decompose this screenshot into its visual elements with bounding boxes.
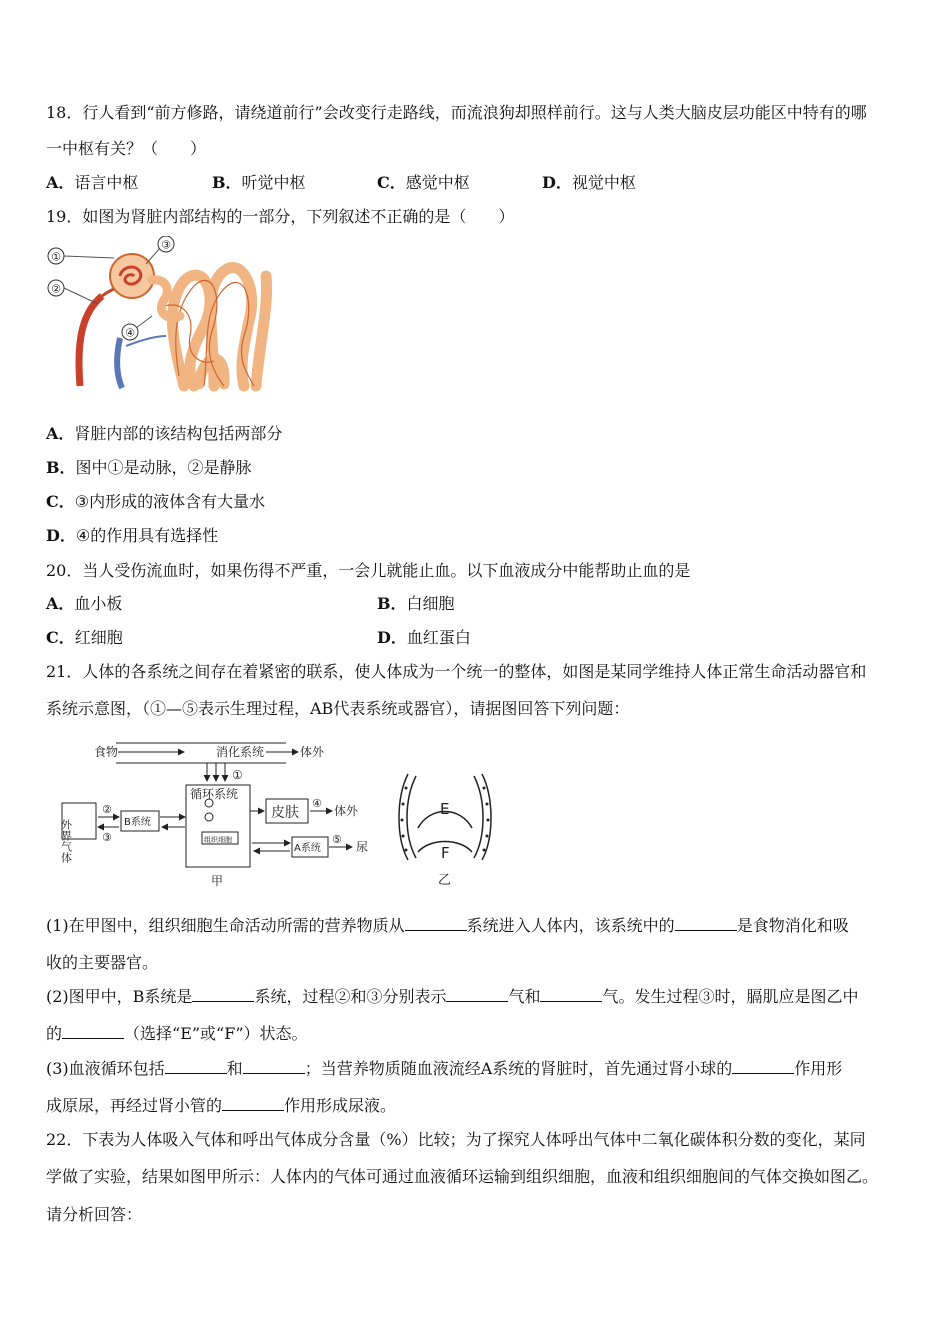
q20-option-c[interactable] — [46, 628, 123, 648]
label-2: ② — [51, 282, 61, 296]
tissue-cell-label: 组织细胞 — [204, 836, 232, 844]
option-text: 语言中枢 — [74, 173, 139, 192]
digestive-system-label: 消化系统 — [216, 745, 265, 759]
option-text: 红细胞 — [74, 628, 123, 647]
q19-option-c[interactable] — [46, 492, 265, 512]
label-3: ③ — [161, 238, 171, 252]
q20-option-a[interactable] — [46, 594, 122, 614]
answer-blank[interactable] — [243, 1059, 305, 1074]
q18-line1: 18．行人看到“前方修路，请绕道前行”会改变行走路线，而流浪狗却照样前行。这与人类大脑皮层功能区中特有的哪 — [46, 103, 867, 122]
q20-stem: 20．当人受伤流血时，如果伤得不严重，一会儿就能止血。以下血液成分中能帮助止血的是 — [46, 561, 691, 580]
q18-option-a[interactable] — [46, 173, 138, 193]
diaphragm-labels — [438, 800, 451, 888]
option-text: 血小板 — [74, 594, 123, 613]
option-text: 图中①是动脉，②是静脉 — [75, 458, 252, 477]
option-key: B． — [46, 458, 76, 477]
label-1: ① — [51, 250, 61, 264]
answer-blank[interactable] — [165, 1059, 227, 1074]
text: (1)在甲图中，组织细胞生命活动所需的营养物质从 — [46, 916, 405, 935]
b-system-label: B系统 — [124, 817, 151, 828]
option-text: 听觉中枢 — [241, 173, 306, 192]
q21-sub1-line2: 收的主要器官。 — [46, 953, 159, 972]
text: 和 — [226, 1059, 243, 1078]
out-label-2: 体外 — [334, 804, 359, 818]
process-2-label: ② — [102, 803, 112, 816]
process-5-label: ⑤ — [332, 833, 342, 846]
vein — [117, 338, 122, 388]
text: 的 — [46, 1024, 63, 1043]
answer-blank[interactable] — [540, 987, 602, 1002]
text: 系统，过程②和③分别表示 — [254, 987, 447, 1006]
a-system-label: A系统 — [294, 843, 321, 854]
tubule-shapes — [172, 268, 266, 386]
answer-blank[interactable] — [405, 916, 467, 931]
q21-sub3-line1 — [46, 1059, 842, 1079]
q18-line2: 一中枢有关？（ ） — [46, 139, 207, 158]
q18-option-b[interactable] — [212, 173, 306, 193]
caption-yi: 乙 — [438, 873, 452, 888]
systems-diagram-jia — [56, 735, 396, 890]
text: 成原尿，再经过肾小管的 — [46, 1096, 223, 1115]
artery — [79, 296, 102, 386]
option-key: A． — [46, 594, 75, 613]
q22-line2: 学做了实验，结果如图甲所示：人体内的气体可通过血液循环运输到组织细胞，血液和组织细胞间的气体交换如图乙。 — [46, 1167, 879, 1186]
text: 系统进入人体内，该系统中的 — [466, 916, 675, 935]
diagram-text — [60, 744, 369, 888]
text: 气和 — [508, 987, 541, 1006]
q21-sub3-line2 — [46, 1096, 396, 1116]
option-key: D． — [46, 526, 76, 545]
option-key: A． — [46, 173, 75, 192]
option-text: 视觉中枢 — [571, 173, 636, 192]
caption-jia: 甲 — [211, 874, 224, 888]
q19-option-d[interactable] — [46, 526, 218, 546]
text: （选择“E”或“F”）状态。 — [124, 1024, 308, 1043]
q22-line1: 22．下表为人体吸入气体和呼出气体成分含量（%）比较；为了探究人体呼出气体中二氧化碳体积分数的变化，某同 — [46, 1130, 866, 1149]
text: 气。发生过程③时，膈肌应是图乙中 — [602, 987, 859, 1006]
option-key: B． — [377, 594, 407, 613]
skin-label: 皮肤 — [271, 805, 299, 821]
option-key: B． — [212, 173, 242, 192]
text: (3)血液循环包括 — [46, 1059, 165, 1078]
diaphragm-figure-yi — [396, 768, 496, 890]
answer-blank[interactable] — [732, 1059, 794, 1074]
q20-option-b[interactable] — [377, 594, 455, 614]
q21-line1: 21．人体的各系统之间存在着紧密的联系，使人体成为一个统一的整体，如图是某同学维持人体正常生命活动器官和 — [46, 662, 867, 681]
q18-option-c[interactable] — [377, 173, 470, 193]
option-key: D． — [542, 173, 572, 192]
option-key: C． — [377, 173, 406, 192]
answer-blank[interactable] — [192, 987, 254, 1002]
answer-blank[interactable] — [446, 987, 508, 1002]
urine-label: 尿 — [356, 840, 369, 854]
q18-option-d[interactable] — [542, 173, 636, 193]
q21-sub2-line1 — [46, 987, 858, 1007]
answer-blank[interactable] — [62, 1024, 124, 1039]
q19-stem: 19．如图为肾脏内部结构的一部分，下列叙述不正确的是（ ） — [46, 207, 515, 226]
label-4: ④ — [125, 326, 135, 340]
text: (2)图甲中，B系统是 — [46, 987, 193, 1006]
food-label: 食物 — [94, 745, 119, 759]
label-e: E — [440, 800, 450, 818]
q21-sub2-line2 — [46, 1024, 308, 1044]
circulation-label: 循环系统 — [190, 787, 239, 801]
option-text: 感觉中枢 — [405, 173, 470, 192]
text: 作用形 — [794, 1059, 843, 1078]
answer-blank[interactable] — [222, 1096, 284, 1111]
option-key: D． — [377, 628, 407, 647]
q19-option-a[interactable] — [46, 424, 282, 444]
label-f: F — [441, 844, 450, 862]
answer-blank[interactable] — [675, 916, 737, 931]
q21-sub1-line1 — [46, 916, 849, 936]
option-text: ④的作用具有选择性 — [75, 526, 219, 545]
outside-air-label: 外界气体 — [59, 819, 73, 863]
text: 是食物消化和吸 — [736, 916, 849, 935]
option-text: 血红蛋白 — [406, 628, 471, 647]
text: 作用形成尿液。 — [284, 1096, 397, 1115]
process-4-label: ④ — [312, 797, 322, 810]
option-key: A． — [46, 424, 75, 443]
process-3-label: ③ — [102, 831, 112, 844]
out-label-1: 体外 — [300, 745, 325, 759]
option-key: C． — [46, 628, 75, 647]
option-text: 肾脏内部的该结构包括两部分 — [74, 424, 283, 443]
q22-line3: 请分析回答： — [46, 1205, 143, 1224]
q21-line2: 系统示意图，（①—⑤表示生理过程，AB代表系统或器官），请据图回答下列问题： — [46, 699, 630, 718]
figure-labels — [48, 236, 174, 340]
option-text: 白细胞 — [406, 594, 455, 613]
option-text: ③内形成的液体含有大量水 — [74, 492, 266, 511]
text: ；当营养物质随血液流经A系统的肾脏时，首先通过肾小球的 — [304, 1059, 733, 1078]
q19-option-b[interactable] — [46, 458, 252, 478]
q20-option-d[interactable] — [377, 628, 471, 648]
process-1-label: ① — [232, 768, 243, 782]
option-key: C． — [46, 492, 75, 511]
nephron-figure — [44, 236, 274, 394]
